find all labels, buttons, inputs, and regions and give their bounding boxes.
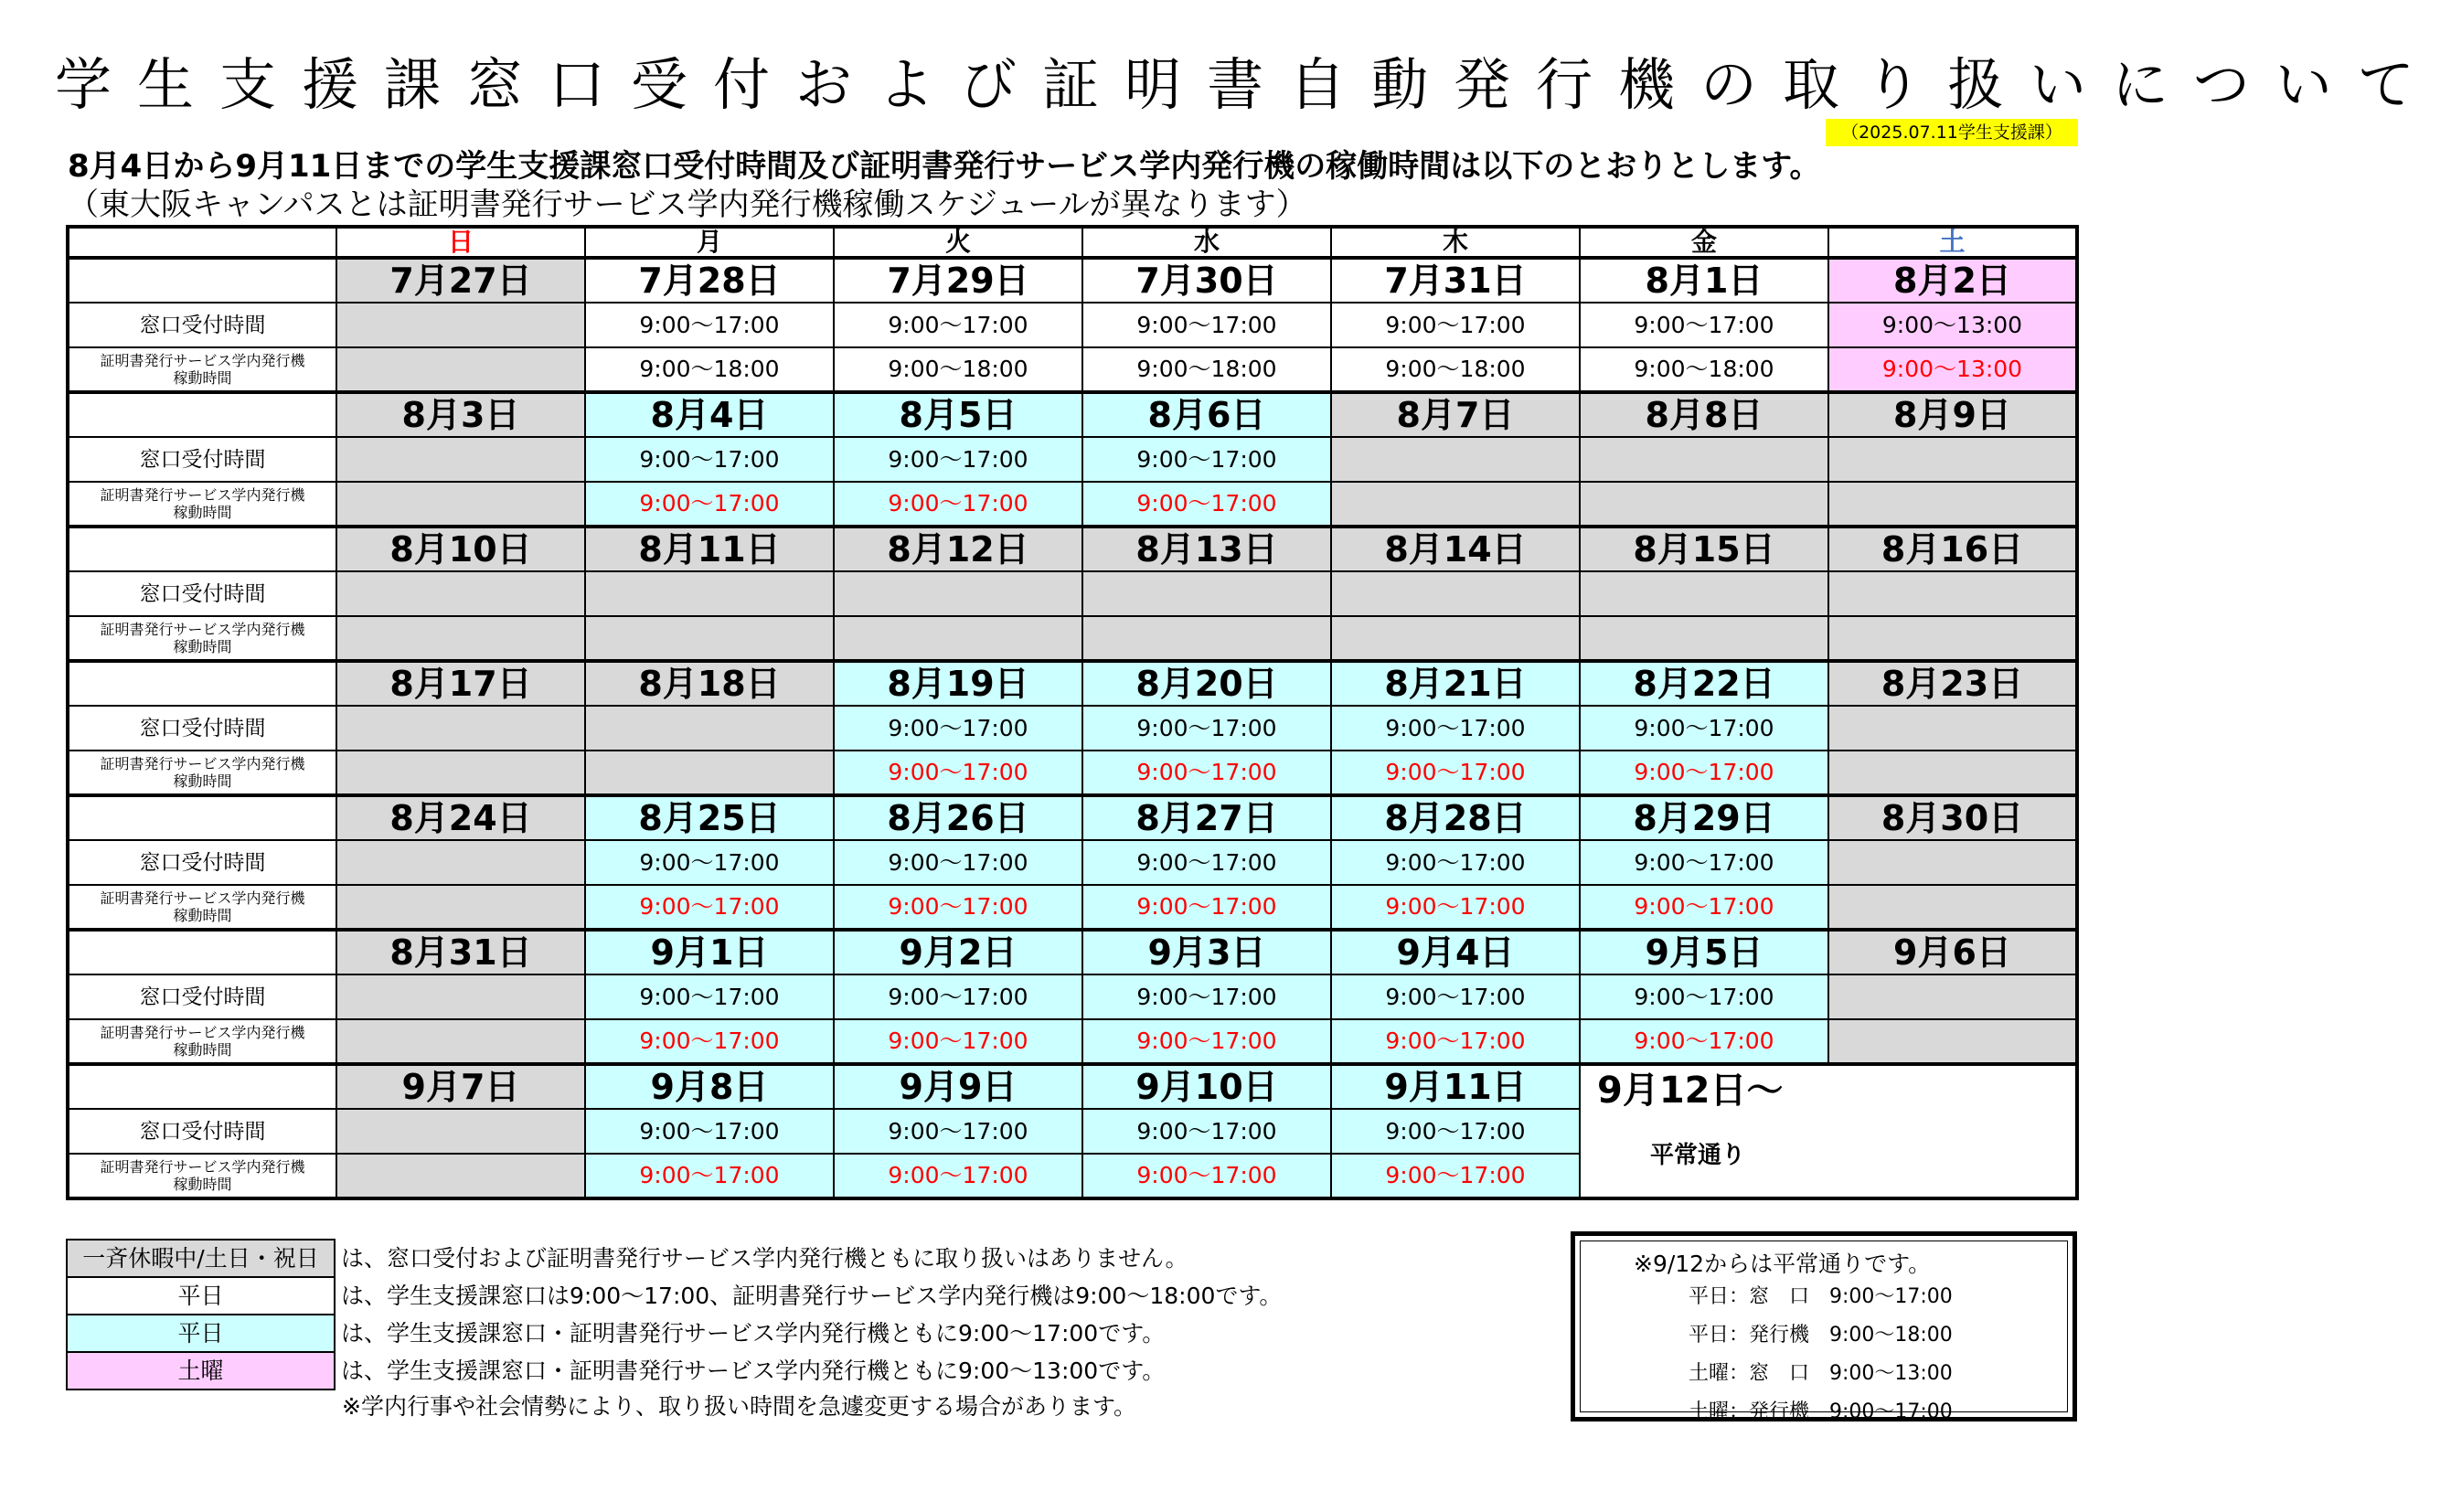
day-date: 8月12日 — [834, 527, 1082, 571]
machine-hours — [336, 616, 585, 661]
normal-hours-line: 平日：窓 口 9:00～17:00 — [1689, 1285, 1953, 1308]
machine-hours: 9:00～17:00 — [1331, 885, 1580, 930]
machine-hours — [1331, 616, 1580, 661]
machine-hours: 9:00～17:00 — [834, 751, 1082, 795]
row-label-counter: 窓口受付時間 — [68, 1109, 336, 1154]
row-label-blank — [68, 795, 336, 840]
day-date: 8月3日 — [336, 392, 585, 437]
row-label-machine-line: 証明書発行サービス学内発行機 — [100, 352, 305, 369]
legend-table — [66, 1239, 1433, 1390]
weekday-header: 土 — [1828, 227, 2077, 258]
row-label-machine-line: 証明書発行サービス学内発行機 — [100, 755, 305, 772]
machine-hours: 9:00～17:00 — [585, 885, 834, 930]
day-date: 9月9日 — [834, 1064, 1082, 1109]
weekday-header: 水 — [1082, 227, 1331, 258]
legend-description: は、窓口受付および証明書発行サービス学内発行機ともに取り扱いはありません。 — [341, 1244, 1188, 1272]
weekday-header: 金 — [1580, 227, 1828, 258]
legend-description: は、学生支援課窓口・証明書発行サービス学内発行機ともに9:00～13:00です。 — [341, 1357, 1166, 1384]
counter-hours — [1331, 571, 1580, 616]
machine-hours: 9:00～17:00 — [1082, 885, 1331, 930]
machine-hours: 9:00～17:00 — [1082, 1019, 1331, 1064]
day-date: 9月3日 — [1082, 930, 1331, 974]
machine-hours: 9:00～17:00 — [1082, 751, 1331, 795]
day-date: 8月25日 — [585, 795, 834, 840]
weekday-header: 木 — [1331, 227, 1580, 258]
row-label-blank — [68, 1064, 336, 1109]
counter-hours — [1828, 840, 2077, 885]
counter-hours: 9:00～17:00 — [585, 437, 834, 482]
machine-hours: 9:00～13:00 — [1828, 347, 2077, 392]
counter-hours: 9:00～17:00 — [1331, 706, 1580, 751]
counter-hours: 9:00～17:00 — [1331, 1109, 1580, 1154]
counter-hours — [585, 571, 834, 616]
normal-hours-line: 平日：発行機 9:00～18:00 — [1689, 1324, 1953, 1347]
day-date: 9月1日 — [585, 930, 834, 974]
notice-main: 8月4日から9月11日までの学生支援課窓口受付時間及び証明書発行サービス学内発行機の稼働時間は以下のとおりとします。 — [68, 148, 1821, 185]
normal-hours-title: ※9/12からは平常通りです。 — [1634, 1251, 1932, 1277]
machine-hours — [336, 1019, 585, 1064]
machine-hours — [1580, 482, 1828, 527]
machine-hours: 9:00～17:00 — [1580, 885, 1828, 930]
row-label-counter: 窓口受付時間 — [68, 571, 336, 616]
machine-hours: 9:00～17:00 — [1331, 1019, 1580, 1064]
counter-hours — [1828, 437, 2077, 482]
counter-hours: 9:00～13:00 — [1828, 303, 2077, 347]
row-label-machine-line: 稼動時間 — [173, 638, 232, 655]
day-date: 8月20日 — [1082, 661, 1331, 706]
legend-key: 土曜 — [67, 1352, 335, 1390]
counter-hours: 9:00～17:00 — [834, 1109, 1082, 1154]
machine-hours — [585, 751, 834, 795]
machine-hours — [336, 347, 585, 392]
day-date: 8月6日 — [1082, 392, 1331, 437]
machine-hours: 9:00～17:00 — [1580, 751, 1828, 795]
day-date: 8月19日 — [834, 661, 1082, 706]
machine-hours: 9:00～17:00 — [585, 1154, 834, 1198]
weekday-header: 月 — [585, 227, 834, 258]
machine-hours: 9:00～17:00 — [1082, 1154, 1331, 1198]
counter-hours: 9:00～17:00 — [585, 303, 834, 347]
row-label-machine — [68, 482, 336, 527]
day-date: 8月29日 — [1580, 795, 1828, 840]
day-date: 8月27日 — [1082, 795, 1331, 840]
legend-description: は、学生支援課窓口・証明書発行サービス学内発行機ともに9:00～17:00です。 — [341, 1319, 1166, 1347]
machine-hours — [1331, 482, 1580, 527]
day-date: 8月15日 — [1580, 527, 1828, 571]
row-label-machine — [68, 347, 336, 392]
row-label-machine-line: 証明書発行サービス学内発行機 — [100, 1024, 305, 1041]
counter-hours: 9:00～17:00 — [1082, 303, 1331, 347]
machine-hours: 9:00～18:00 — [834, 347, 1082, 392]
day-date: 8月17日 — [336, 661, 585, 706]
counter-hours: 9:00～17:00 — [834, 974, 1082, 1019]
normal-operation-date: 9月12日～ — [1597, 1070, 1784, 1112]
row-label-machine-line: 証明書発行サービス学内発行機 — [100, 889, 305, 907]
day-date: 7月31日 — [1331, 258, 1580, 303]
legend-key: 平日 — [67, 1315, 335, 1352]
notice-sub: （東大阪キャンパスとは証明書発行サービス学内発行機稼働スケジュールが異なります） — [68, 186, 1307, 223]
counter-hours — [336, 706, 585, 751]
legend-description: は、学生支援課窓口は9:00～17:00、証明書発行サービス学内発行機は9:00～18:00です。 — [341, 1282, 1283, 1309]
row-label-machine — [68, 885, 336, 930]
counter-hours: 9:00～17:00 — [1580, 706, 1828, 751]
counter-hours: 9:00～17:00 — [1331, 840, 1580, 885]
day-date: 8月7日 — [1331, 392, 1580, 437]
day-date: 8月21日 — [1331, 661, 1580, 706]
counter-hours: 9:00～17:00 — [834, 840, 1082, 885]
day-date: 8月26日 — [834, 795, 1082, 840]
row-label-machine-line: 稼動時間 — [173, 1176, 232, 1193]
day-date: 8月11日 — [585, 527, 834, 571]
day-date: 9月11日 — [1331, 1064, 1580, 1109]
row-label-counter: 窓口受付時間 — [68, 303, 336, 347]
row-label-machine — [68, 751, 336, 795]
counter-hours: 9:00～17:00 — [834, 437, 1082, 482]
day-date: 8月4日 — [585, 392, 834, 437]
row-label-machine-line: 稼動時間 — [173, 504, 232, 521]
counter-hours — [1082, 571, 1331, 616]
counter-hours — [336, 1109, 585, 1154]
day-date: 7月28日 — [585, 258, 834, 303]
machine-hours: 9:00～17:00 — [834, 1154, 1082, 1198]
machine-hours: 9:00～17:00 — [1580, 1019, 1828, 1064]
row-label-machine — [68, 1019, 336, 1064]
legend-key: 一斉休暇中/土日・祝日 — [67, 1240, 335, 1277]
day-date: 8月30日 — [1828, 795, 2077, 840]
row-label-machine-line: 証明書発行サービス学内発行機 — [100, 1158, 305, 1176]
day-date: 8月14日 — [1331, 527, 1580, 571]
legend-note: ※学内行事や社会情勢により、取り扱い時間を急遽変更する場合があります。 — [342, 1393, 1136, 1420]
counter-hours — [585, 706, 834, 751]
counter-hours: 9:00～17:00 — [585, 840, 834, 885]
day-date: 9月4日 — [1331, 930, 1580, 974]
weekday-corner-cell — [68, 227, 336, 258]
day-date: 8月13日 — [1082, 527, 1331, 571]
normal-operation-cell — [1580, 1064, 2077, 1198]
machine-hours — [834, 616, 1082, 661]
machine-hours — [1828, 885, 2077, 930]
day-date: 8月5日 — [834, 392, 1082, 437]
counter-hours — [1828, 706, 2077, 751]
machine-hours — [1580, 616, 1828, 661]
page-title: 学生支援課窓口受付および証明書自動発行機の取り扱いについて — [55, 51, 2440, 118]
machine-hours: 9:00～17:00 — [1331, 1154, 1580, 1198]
row-label-counter: 窓口受付時間 — [68, 974, 336, 1019]
machine-hours: 9:00～17:00 — [834, 885, 1082, 930]
day-date: 7月27日 — [336, 258, 585, 303]
machine-hours — [585, 616, 834, 661]
counter-hours — [336, 437, 585, 482]
weekday-header: 日 — [336, 227, 585, 258]
machine-hours: 9:00～18:00 — [1580, 347, 1828, 392]
row-label-counter: 窓口受付時間 — [68, 706, 336, 751]
row-label-machine — [68, 1154, 336, 1198]
day-date: 8月2日 — [1828, 258, 2077, 303]
day-date: 9月10日 — [1082, 1064, 1331, 1109]
weekday-header: 火 — [834, 227, 1082, 258]
legend-key: 平日 — [67, 1277, 335, 1315]
counter-hours — [336, 571, 585, 616]
row-label-machine — [68, 616, 336, 661]
machine-hours: 9:00～17:00 — [585, 482, 834, 527]
machine-hours: 9:00～17:00 — [585, 1019, 834, 1064]
day-date: 7月29日 — [834, 258, 1082, 303]
row-label-machine-line: 稼動時間 — [173, 772, 232, 790]
counter-hours: 9:00～17:00 — [585, 1109, 834, 1154]
counter-hours: 9:00～17:00 — [1580, 974, 1828, 1019]
counter-hours — [1828, 571, 2077, 616]
schedule-table — [66, 225, 2079, 1200]
day-date: 9月5日 — [1580, 930, 1828, 974]
counter-hours: 9:00～17:00 — [585, 974, 834, 1019]
counter-hours — [1580, 437, 1828, 482]
day-date: 8月8日 — [1580, 392, 1828, 437]
machine-hours: 9:00～17:00 — [834, 1019, 1082, 1064]
counter-hours — [1828, 974, 2077, 1019]
day-date: 8月9日 — [1828, 392, 2077, 437]
counter-hours: 9:00～17:00 — [1580, 303, 1828, 347]
day-date: 9月7日 — [336, 1064, 585, 1109]
machine-hours: 9:00～17:00 — [834, 482, 1082, 527]
day-date: 8月18日 — [585, 661, 834, 706]
day-date: 8月10日 — [336, 527, 585, 571]
day-date: 9月8日 — [585, 1064, 834, 1109]
counter-hours — [336, 303, 585, 347]
counter-hours: 9:00～17:00 — [1082, 840, 1331, 885]
machine-hours: 9:00～17:00 — [1331, 751, 1580, 795]
counter-hours: 9:00～17:00 — [834, 706, 1082, 751]
day-date: 7月30日 — [1082, 258, 1331, 303]
machine-hours — [1828, 751, 2077, 795]
row-label-machine-line: 稼動時間 — [173, 907, 232, 924]
machine-hours — [336, 1154, 585, 1198]
normal-operation-text: 平常通り — [1650, 1142, 1746, 1169]
counter-hours: 9:00～17:00 — [1331, 303, 1580, 347]
counter-hours — [1331, 437, 1580, 482]
machine-hours — [336, 482, 585, 527]
day-date: 8月23日 — [1828, 661, 2077, 706]
day-date: 8月28日 — [1331, 795, 1580, 840]
row-label-machine-line: 証明書発行サービス学内発行機 — [100, 621, 305, 638]
counter-hours: 9:00～17:00 — [1082, 706, 1331, 751]
normal-hours-line: 土曜：発行機 9:00～17:00 — [1689, 1400, 1953, 1423]
row-label-counter: 窓口受付時間 — [68, 437, 336, 482]
machine-hours: 9:00～18:00 — [1331, 347, 1580, 392]
row-label-blank — [68, 258, 336, 303]
machine-hours: 9:00～17:00 — [1082, 482, 1331, 527]
counter-hours — [336, 974, 585, 1019]
day-date: 9月6日 — [1828, 930, 2077, 974]
machine-hours: 9:00～18:00 — [1082, 347, 1331, 392]
normal-hours-box — [1571, 1231, 2077, 1421]
machine-hours — [336, 751, 585, 795]
counter-hours: 9:00～17:00 — [1082, 1109, 1331, 1154]
counter-hours — [1580, 571, 1828, 616]
machine-hours — [336, 885, 585, 930]
machine-hours — [1082, 616, 1331, 661]
row-label-machine-line: 稼動時間 — [173, 1041, 232, 1059]
machine-hours — [1828, 616, 2077, 661]
machine-hours — [1828, 482, 2077, 527]
counter-hours: 9:00～17:00 — [834, 303, 1082, 347]
normal-hours-line: 土曜：窓 口 9:00～13:00 — [1689, 1362, 1953, 1385]
row-label-machine-line: 稼動時間 — [173, 369, 232, 387]
counter-hours: 9:00～17:00 — [1580, 840, 1828, 885]
row-label-machine-line: 証明書発行サービス学内発行機 — [100, 486, 305, 504]
counter-hours: 9:00～17:00 — [1082, 437, 1331, 482]
counter-hours: 9:00～17:00 — [1082, 974, 1331, 1019]
row-label-blank — [68, 661, 336, 706]
row-label-blank — [68, 930, 336, 974]
counter-hours: 9:00～17:00 — [1331, 974, 1580, 1019]
machine-hours — [1828, 1019, 2077, 1064]
machine-hours: 9:00～18:00 — [585, 347, 834, 392]
day-date: 9月2日 — [834, 930, 1082, 974]
day-date: 8月1日 — [1580, 258, 1828, 303]
day-date: 8月24日 — [336, 795, 585, 840]
day-date: 8月31日 — [336, 930, 585, 974]
row-label-counter: 窓口受付時間 — [68, 840, 336, 885]
counter-hours — [336, 840, 585, 885]
counter-hours — [834, 571, 1082, 616]
row-label-blank — [68, 527, 336, 571]
day-date: 8月22日 — [1580, 661, 1828, 706]
issue-date-note: （2025.07.11学生支援課） — [1826, 119, 2078, 146]
row-label-blank — [68, 392, 336, 437]
day-date: 8月16日 — [1828, 527, 2077, 571]
